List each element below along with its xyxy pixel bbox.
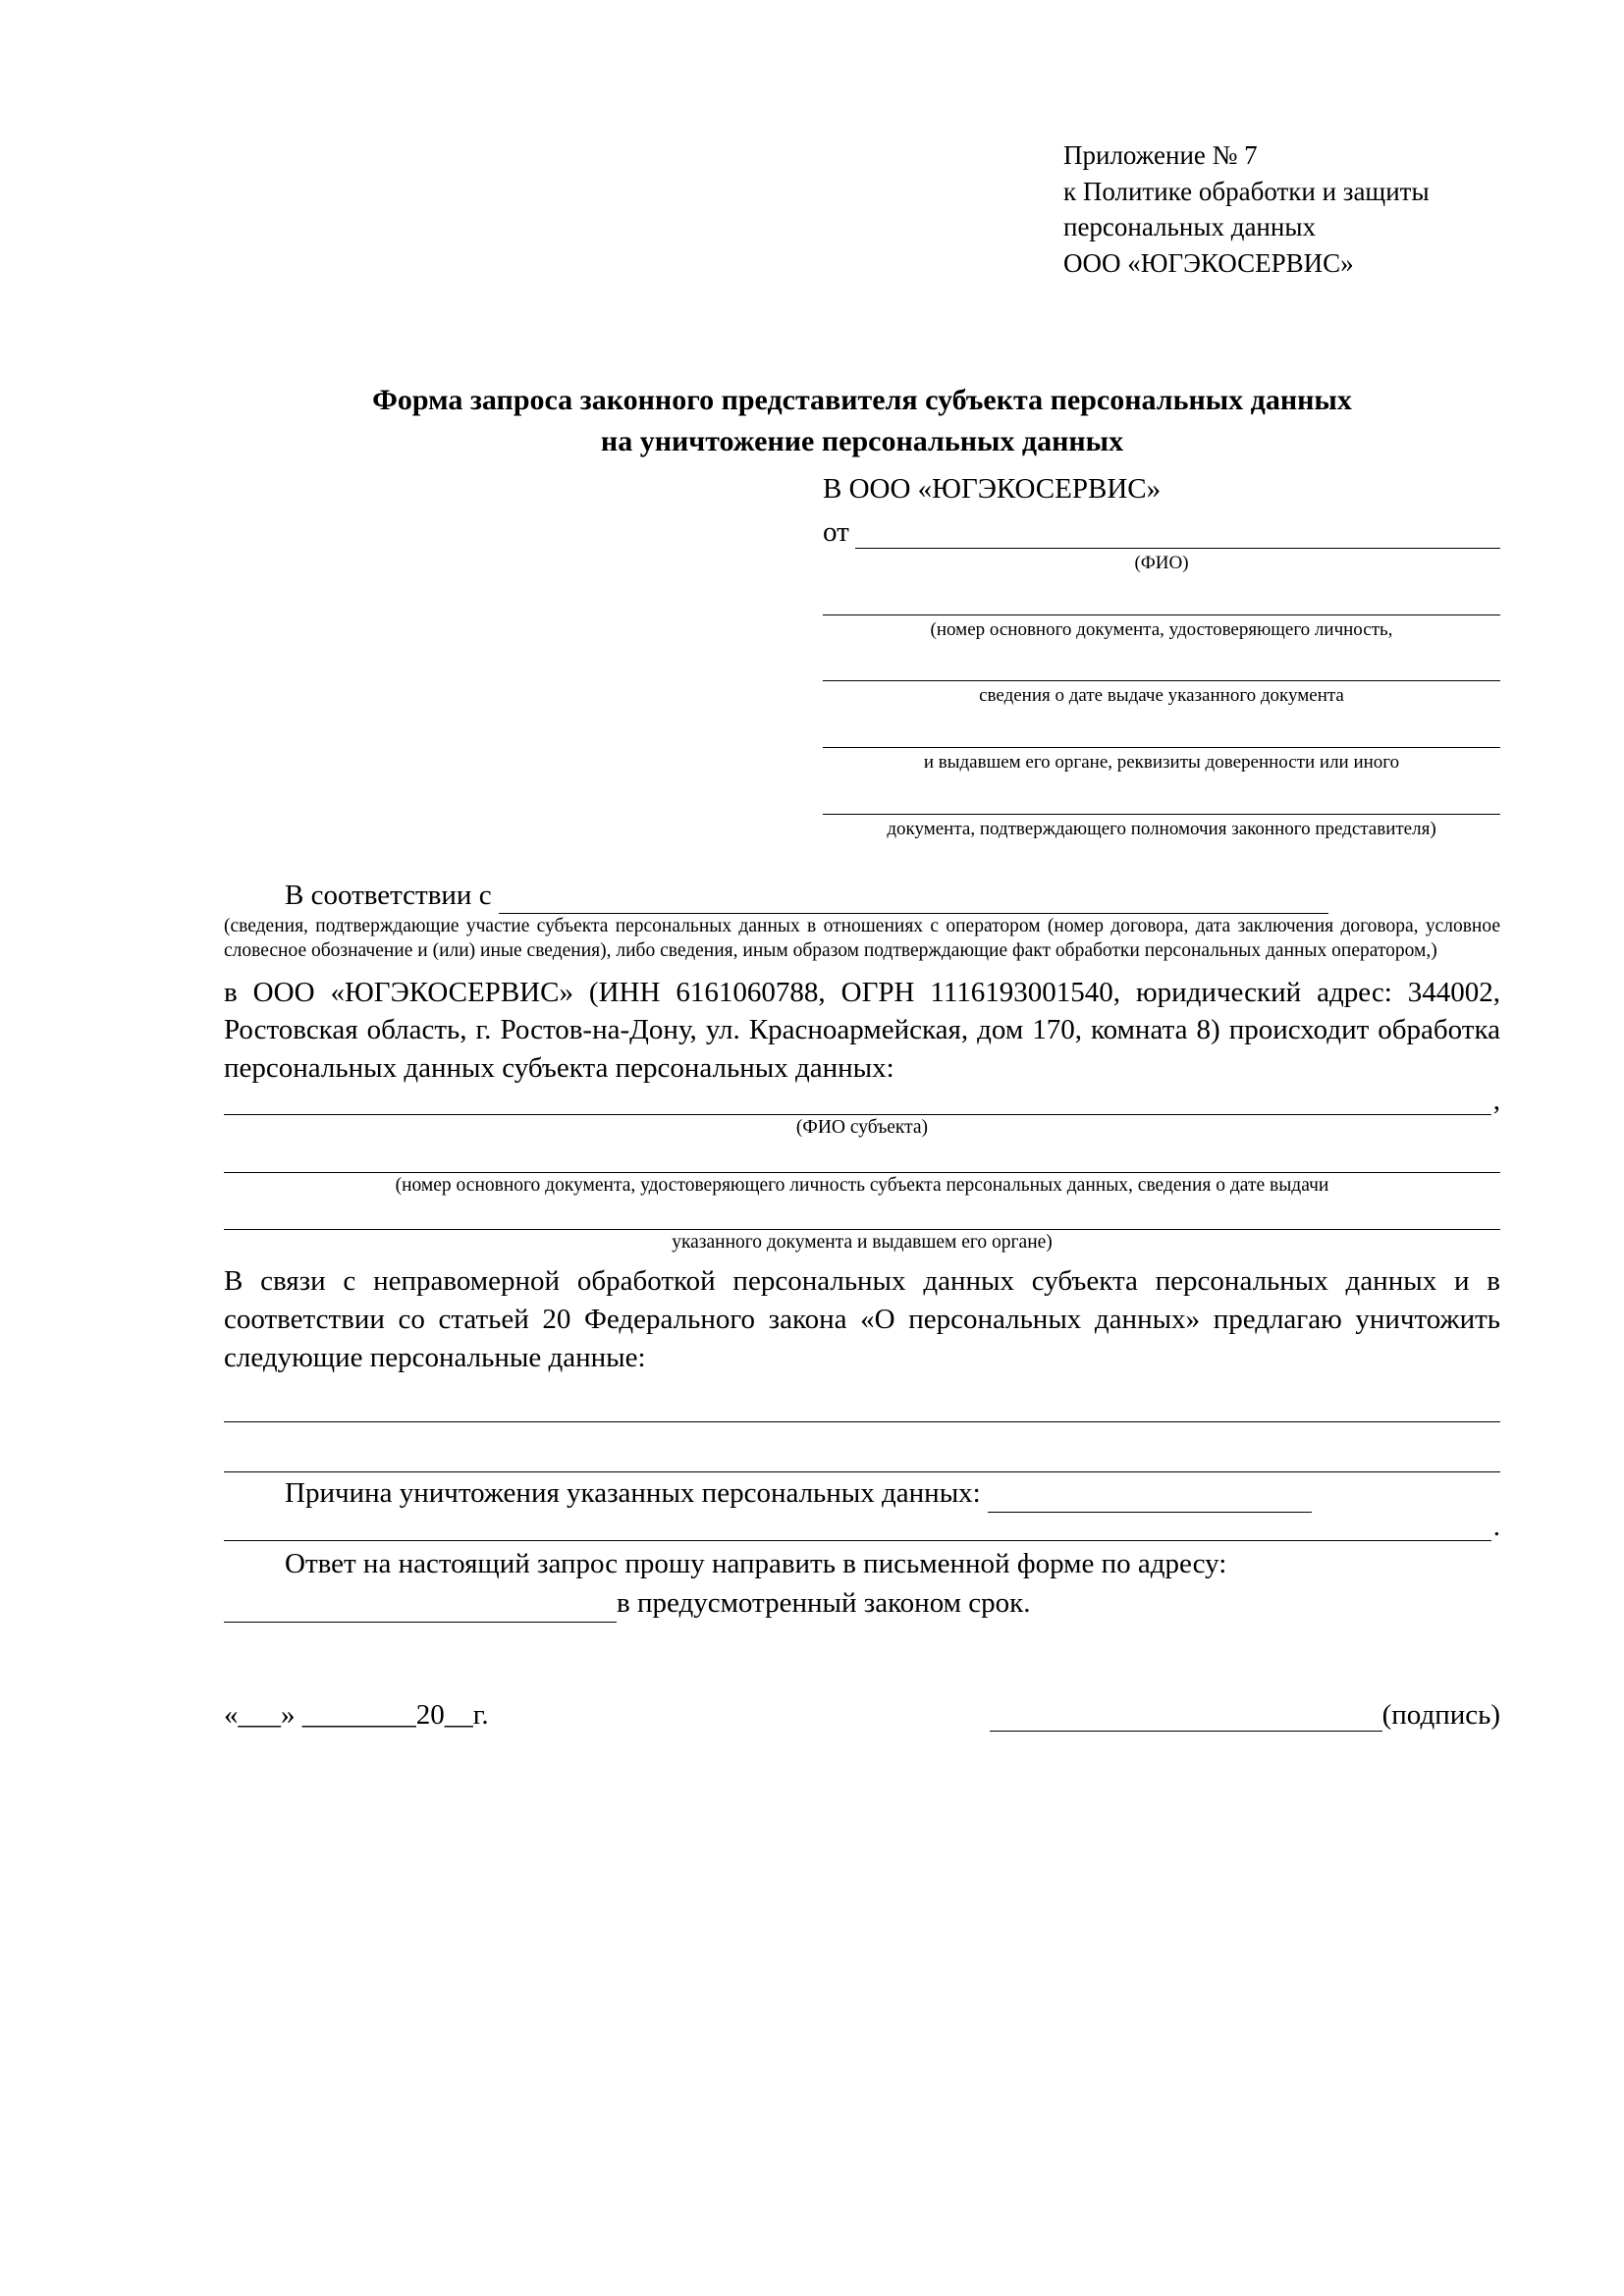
signature-field (685, 1699, 1500, 1732)
authority-caption: документа, подтверждающего полномочия законного представителя) (887, 818, 1436, 839)
passport-input-line[interactable] (823, 589, 1500, 615)
answer-address-input-line[interactable] (224, 1598, 617, 1623)
subject-doc-caption: (номер основного документа, удостоверяющего личность субъекта персональных данных, сведения о дате выдачи (395, 1174, 1329, 1196)
issuer-field (224, 721, 1500, 774)
spacer-1 (224, 841, 1500, 867)
from-input-line[interactable] (855, 522, 1500, 549)
reason-label: Причина уничтожения указанных персональных данных: (285, 1477, 981, 1510)
appendix-policy-line-1: к Политике обработки и защиты (1063, 176, 1430, 206)
signature-row (224, 1699, 1500, 1732)
answer-address-row (224, 1584, 1500, 1623)
appendix-header (1063, 137, 1500, 282)
document-content (224, 137, 1500, 1732)
reason-continuation-row (224, 1510, 1500, 1542)
passport-caption: (номер основного документа, удостоверяющего личность, (930, 618, 1393, 640)
operator-paragraph: в ООО «ЮГЭКОСЕРВИС» (ИНН 6161060788, ОГРН 1116193001540, юридический адрес: 344002, Ростовская область, г. Ростов-на-Дону, ул. Красноармейская, дом 170, комната 8) происходит обработка персональных данных субъекта персональных данных: (224, 976, 1500, 1084)
passport-field (224, 589, 1500, 642)
page-title-line-2: на уничтожение персональных данных (600, 425, 1124, 458)
authority-field (224, 788, 1500, 841)
signature-caption: (подпись) (1381, 1698, 1500, 1731)
reason-row (224, 1474, 1500, 1513)
reason-input-line-2[interactable] (224, 1515, 1491, 1541)
request-paragraph: В связи с неправомерной обработкой персональных данных субъекта персональных данных и в соответствии со статьей 20 Федерального закона «О персональных данных» предлагаю уничтожить следующие персональные данные: (224, 1265, 1500, 1373)
subject-fio-field (224, 1087, 1500, 1115)
accordance-note: (сведения, подтверждающие участие субъекта персональных данных в отношениях с оператором (номер договора, дата заключения договора, условное словесное обозначение и (или) иные сведения), либо сведения, иным образом подтверждающие факт обработки персональных данных оператором,) (224, 916, 1500, 962)
accordance-label: В соответствии с (285, 879, 492, 911)
signature-input-line[interactable] (990, 1705, 1382, 1732)
accordance-input-line[interactable] (499, 889, 1328, 914)
appendix-policy-line-2: персональных данных (1063, 212, 1316, 242)
issue-date-input-line[interactable] (823, 655, 1500, 681)
data-to-destroy-line-2[interactable] (224, 1444, 1500, 1472)
accordance-row (224, 877, 1500, 915)
reason-input-line[interactable] (988, 1488, 1312, 1513)
subject-doc-input-line[interactable] (224, 1145, 1500, 1173)
reason-end-mark: . (1492, 1510, 1500, 1542)
subject-fio-comma: , (1492, 1085, 1500, 1117)
answer-tail: в предусмотренный законом срок. (617, 1587, 1031, 1620)
issue-date-caption: сведения о дате выдаче указанного документа (979, 685, 1344, 707)
subject-fio-input-line[interactable] (224, 1089, 1491, 1115)
subject-doc-caption-2: указанного документа и выдавшем его органе) (672, 1232, 1053, 1254)
appendix-number: Приложение № 7 (1063, 140, 1258, 170)
data-to-destroy-line-1[interactable] (224, 1394, 1500, 1422)
page-title-line-1: Форма запроса законного представителя субъекта персональных данных (372, 383, 1352, 416)
from-label: от (823, 515, 849, 548)
subject-doc-input-line-2[interactable] (224, 1201, 1500, 1230)
answer-paragraph: Ответ на настоящий запрос прошу направить в письменной форме по адресу: (285, 1547, 1227, 1579)
issuer-caption: и выдавшем его органе, реквизиты доверенности или иного (923, 752, 1400, 773)
date-field[interactable]: «___» ________20__г. (224, 1698, 489, 1731)
issuer-input-line[interactable] (823, 721, 1500, 748)
page-title (224, 380, 1500, 463)
subject-fio-caption: (ФИО субъекта) (795, 1117, 929, 1139)
authority-input-line[interactable] (823, 788, 1500, 815)
addressee-line: В ООО «ЮГЭКОСЕРВИС» (823, 473, 1162, 506)
from-caption: (ФИО) (1134, 552, 1189, 573)
from-caption-wrap (224, 552, 1500, 575)
issue-date-field (224, 655, 1500, 708)
appendix-company: ООО «ЮГЭКОСЕРВИС» (1063, 248, 1354, 279)
from-field-row (224, 516, 1500, 549)
